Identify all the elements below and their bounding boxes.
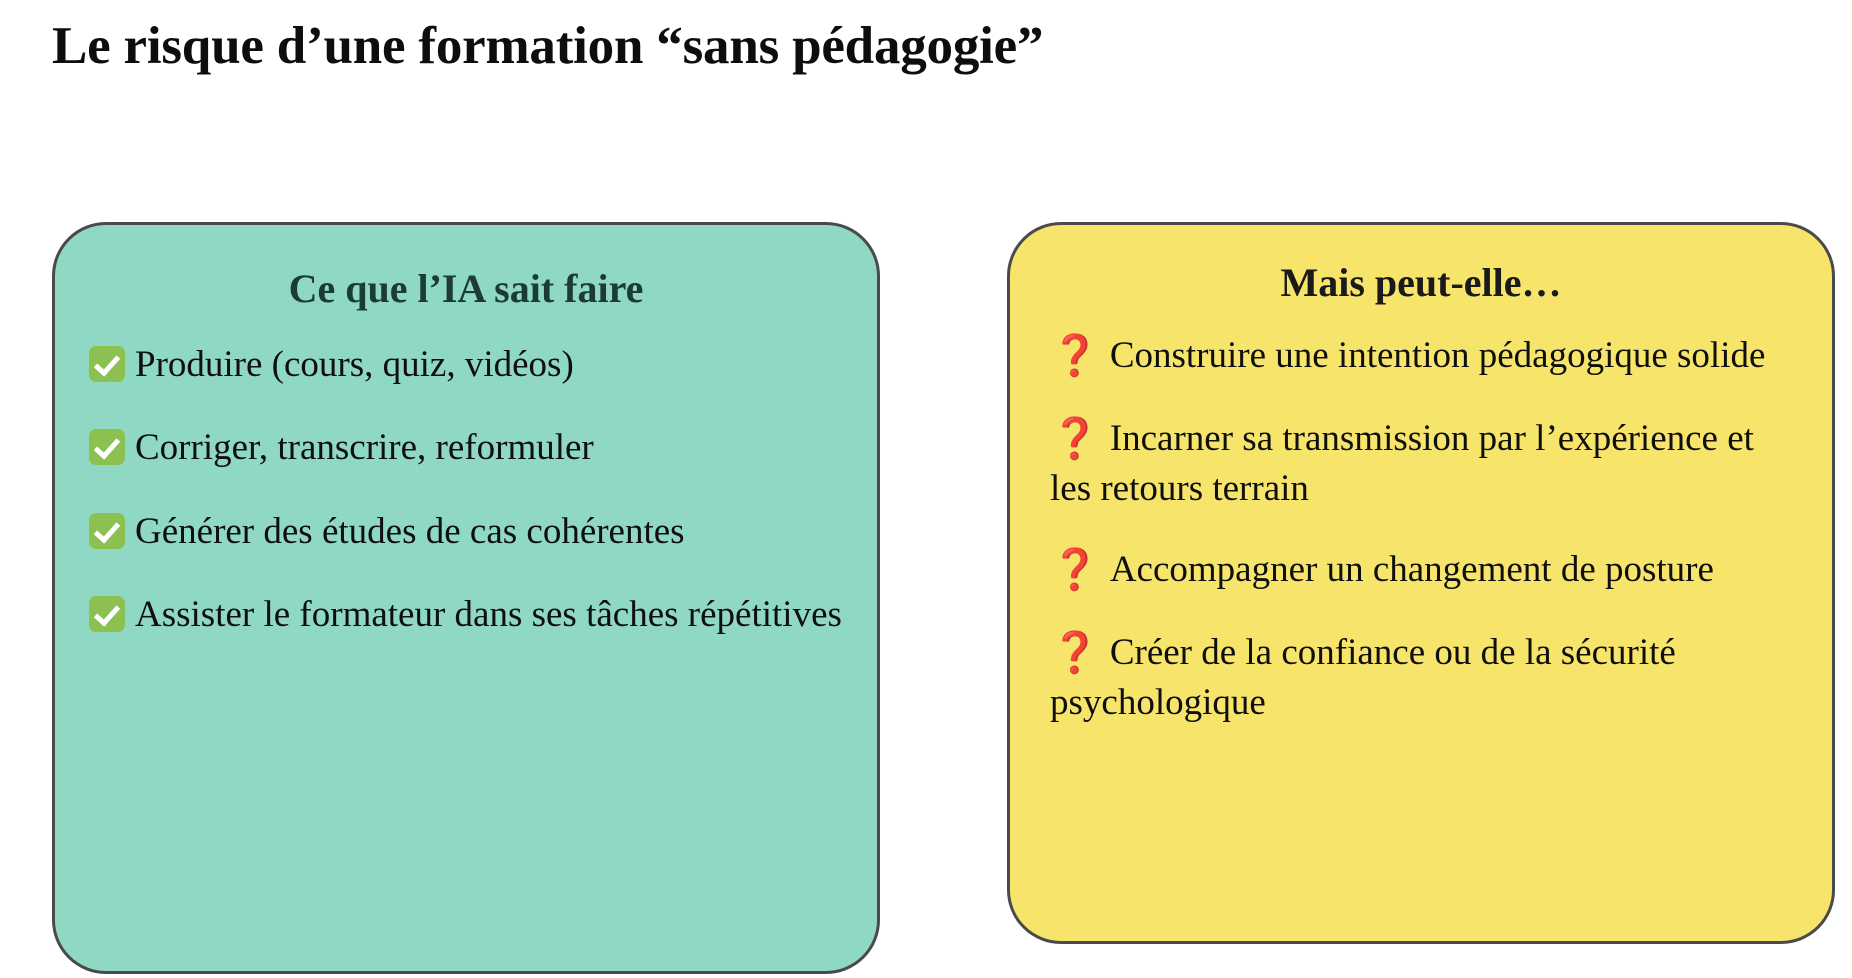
ai-capabilities-list	[89, 341, 843, 638]
list-item	[1044, 414, 1798, 513]
list-item	[1044, 545, 1798, 596]
card-ai-limitations	[1007, 222, 1835, 944]
card-ai-capabilities	[52, 222, 880, 974]
check-icon	[89, 596, 125, 632]
list-item	[1044, 628, 1798, 727]
list-item	[1044, 331, 1798, 382]
list-item-label: Incarner sa transmission par l’expérience et les retours terrain	[1050, 418, 1754, 510]
page-title: Le risque d’une formation “sans pédagogie”	[52, 17, 1044, 75]
question-mark-icon: ❓	[1050, 417, 1100, 462]
list-item-label: Produire (cours, quiz, vidéos)	[135, 344, 574, 385]
list-item	[89, 341, 843, 388]
list-item-label: Créer de la confiance ou de la sécurité psychologique	[1050, 631, 1676, 724]
list-item	[89, 508, 843, 555]
check-icon	[89, 513, 125, 549]
list-item-label: Corriger, transcrire, reformuler	[135, 427, 594, 469]
list-item-label: Assister le formateur dans ses tâches répétitives	[135, 594, 842, 636]
card-title-ai-capabilities: Ce que l’IA sait faire	[288, 266, 644, 311]
question-mark-icon: ❓	[1050, 334, 1100, 378]
check-icon	[89, 346, 125, 382]
ai-limitations-list	[1044, 331, 1798, 726]
list-item-label: Accompagner un changement de posture	[1109, 548, 1714, 590]
list-item	[89, 591, 843, 638]
list-item-label: Construire une intention pédagogique solide	[1109, 335, 1766, 376]
question-mark-icon: ❓	[1050, 630, 1100, 675]
list-item-label: Générer des études de cas cohérentes	[135, 510, 685, 552]
question-mark-icon: ❓	[1050, 547, 1100, 592]
check-icon	[89, 429, 125, 465]
list-item	[89, 424, 843, 471]
card-title-ai-limitations: Mais peut-elle…	[1280, 260, 1562, 305]
